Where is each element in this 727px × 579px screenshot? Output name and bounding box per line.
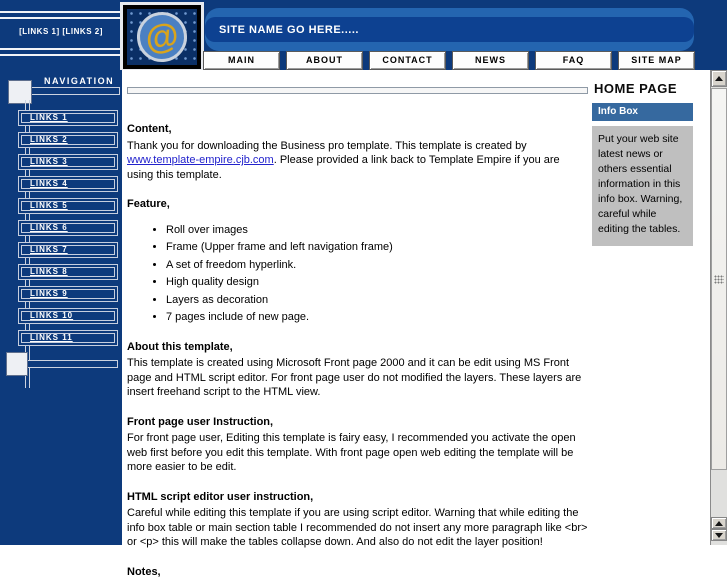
sidebar-item-links-7[interactable]: LINKS 7 [18,242,118,258]
intro-text: Thank you for downloading the Business pro template. This template is created by [127,140,527,152]
navigation-top-bar [20,87,120,95]
vertical-scrollbar[interactable] [710,70,727,545]
top-banner-frame [0,0,727,70]
main-content-frame [122,70,710,545]
navigation-bottom-bar [26,360,118,368]
sidebar-item-links-8[interactable]: LINKS 8 [18,264,118,280]
site-name: SITE NAME GO HERE..... [205,24,359,36]
scroll-up-button-bottom[interactable] [711,517,727,529]
infobox-header: Info Box [592,103,693,121]
site-name-band [205,17,694,42]
site-name-banner [205,8,694,51]
feature-list [127,223,589,325]
sidebar-item-links-1[interactable]: LINKS 1 [18,110,118,126]
frontpage-heading: Front page user Instruction, [127,415,589,430]
infobox-text: Put your web site latest news or others essential information in this info box. Warning, careful while editing the tables. [592,126,693,246]
decorative-line [0,11,122,13]
sidebar-item-links-2[interactable]: LINKS 2 [18,132,118,148]
nav-button-about[interactable]: ABOUT [286,51,363,70]
scrollbar-thumb[interactable] [711,88,727,470]
htmleditor-heading: HTML script editor user instruction, [127,490,589,505]
navigation-title: NAVIGATION [44,76,114,86]
feature-item: • Roll over images [166,223,589,238]
frontpage-paragraph: For front page user, Editing this template is fairy easy, I recommended you activate the open web first before you edit this template. With front page open web editing the template will be more easier to be edit. [127,431,589,475]
decorative-line [0,54,122,56]
sidebar-links [18,110,118,352]
template-empire-link[interactable]: www.template-empire.cjb.com [127,154,274,166]
notes-heading: Notes, [127,565,589,579]
arrow-down-icon [715,533,723,538]
content-heading: Content, [127,122,589,137]
decorative-line [0,17,122,19]
sidebar-item-links-4[interactable]: LINKS 4 [18,176,118,192]
sidebar-item-links-9[interactable]: LINKS 9 [18,286,118,302]
scrollbar-grip-icon [714,275,724,284]
page-content [127,122,589,579]
feature-item: • Frame (Upper frame and left navigation frame) [166,240,589,255]
corner-links-strip [0,8,122,62]
corner-link-2[interactable]: [LINKS 2] [62,27,103,36]
arrow-up-icon [715,76,723,81]
corner-link-1[interactable]: [LINKS 1] [19,27,60,36]
decorative-line [0,48,122,50]
top-navigation [203,51,695,70]
about-paragraph: This template is created using Microsoft Front page 2000 and it can be edit using MS Front page and HTML script editor. For front page user do not modified the layers. These layers are insert freehand script to the HTML view. [127,356,589,400]
scroll-down-button[interactable] [711,529,727,541]
page-title: HOME PAGE [594,81,677,96]
top-divider-bar [127,87,588,94]
intro-text-after: . Please provided a link back to Template Empire if you are using this template. [127,154,560,181]
site-logo[interactable] [120,2,204,72]
htmleditor-paragraph: Careful while editing this template if you are using script editor. Warning that while editing the info box table or main section table I recommended do not insert any more paragraph like <br> or <p> this will make the tables collapse down. And also do not edit the layer position! [127,506,589,550]
about-heading: About this template, [127,340,589,355]
feature-item: • A set of freedom hyperlink. [166,258,589,273]
feature-heading: Feature, [127,197,589,212]
nav-button-news[interactable]: NEWS [452,51,529,70]
corner-links [0,27,122,36]
at-symbol-icon: @ [134,9,190,65]
left-navigation-frame [0,70,122,545]
feature-item: • 7 pages include of new page. [166,310,589,325]
navigation-bottom-square [6,352,28,376]
arrow-up-icon [715,521,723,526]
scroll-up-button[interactable] [711,70,727,87]
sidebar-item-links-11[interactable]: LINKS 11 [18,330,118,346]
sidebar-item-links-5[interactable]: LINKS 5 [18,198,118,214]
nav-button-sitemap[interactable]: SITE MAP [618,51,695,70]
feature-item: • High quality design [166,275,589,290]
nav-button-faq[interactable]: FAQ [535,51,612,70]
nav-button-main[interactable]: MAIN [203,51,280,70]
sidebar-item-links-3[interactable]: LINKS 3 [18,154,118,170]
logo-dotted-panel [123,5,201,69]
nav-button-contact[interactable]: CONTACT [369,51,446,70]
sidebar-item-links-10[interactable]: LINKS 10 [18,308,118,324]
feature-item: • Layers as decoration [166,293,589,308]
sidebar-item-links-6[interactable]: LINKS 6 [18,220,118,236]
intro-paragraph [127,139,589,183]
